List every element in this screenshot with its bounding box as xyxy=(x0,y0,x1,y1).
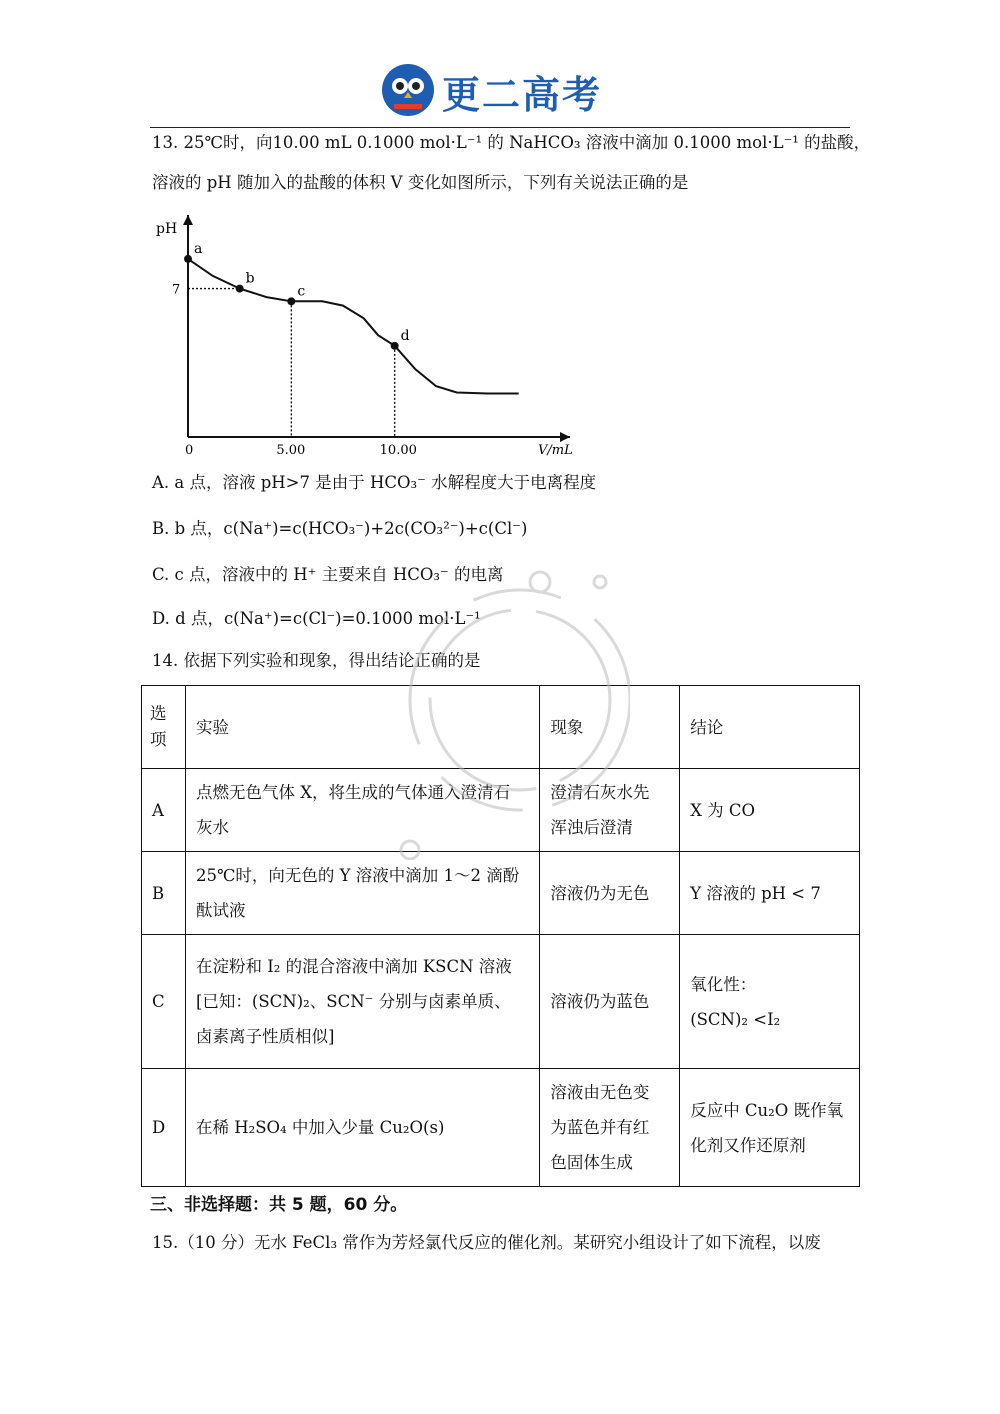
row-experiment xyxy=(185,852,539,935)
row-experiment xyxy=(185,1069,539,1187)
x-axis-label: V/mL xyxy=(538,443,573,458)
con-line: Y 溶液的 pH < 7 xyxy=(690,883,821,903)
exp-line: 点燃无色气体 X，将生成的气体通入澄清石 xyxy=(195,783,510,802)
obs-line: 溶液由无色变 xyxy=(550,1083,650,1102)
exp-line: 灰水 xyxy=(195,818,229,837)
con-line: (SCN)₂ <I₂ xyxy=(690,1009,781,1029)
row-experiment xyxy=(185,769,539,852)
header-option-label: 选项 xyxy=(150,704,167,749)
point-label: c xyxy=(297,283,306,300)
data-point xyxy=(236,285,244,293)
q13-option-b: B. b 点，c(Na⁺)=c(HCO₃⁻)+2c(CO₃²⁻)+c(Cl⁻) xyxy=(152,519,528,538)
y-axis-arrow xyxy=(183,215,193,225)
ph-curve xyxy=(188,259,519,394)
q15-stem: 15.（10 分）无水 FeCl₃ 常作为芳烃氯代反应的催化剂。某研究小组设计了如下流程，以废 xyxy=(152,1233,821,1252)
obs-line: 溶液仍为蓝色 xyxy=(550,992,650,1011)
con-line: 化剂又作还原剂 xyxy=(690,1135,806,1155)
table-row xyxy=(142,769,860,852)
row-conclusion xyxy=(680,852,860,935)
row-observation xyxy=(540,935,680,1069)
q13-line1: 13. 25℃时，向10.00 mL 0.1000 mol·L⁻¹ 的 NaHCO₃ 溶液中滴加 0.1000 mol·L⁻¹ 的盐酸， xyxy=(152,133,871,152)
y-tick-label: 7 xyxy=(172,282,181,298)
x-tick-label: 0 xyxy=(185,443,194,458)
table-row xyxy=(142,852,860,935)
row-option: A xyxy=(142,769,186,852)
obs-line: 溶液仍为无色 xyxy=(550,883,650,903)
exp-line: 25℃时，向无色的 Y 溶液中滴加 1～2 滴酚 xyxy=(195,866,520,885)
data-point xyxy=(391,342,399,350)
row-option: C xyxy=(142,935,186,1069)
q13-option-c: C. c 点，溶液中的 H⁺ 主要来自 HCO₃⁻ 的电离 xyxy=(152,565,504,584)
row-experiment xyxy=(185,935,539,1069)
point-label: d xyxy=(400,327,410,344)
obs-line: 浑浊后澄清 xyxy=(550,818,633,837)
q13-option-a: A. a 点，溶液 pH>7 是由于 HCO₃⁻ 水解程度大于电离程度 xyxy=(152,473,597,492)
ph-titration-chart xyxy=(150,205,590,465)
exp-line: 酞试液 xyxy=(195,901,246,920)
exp-line: 在稀 H₂SO₄ 中加入少量 Cu₂O(s) xyxy=(195,1118,445,1137)
x-tick-label: 10.00 xyxy=(379,443,417,458)
brand-logo xyxy=(380,62,640,122)
x-tick-label: 5.00 xyxy=(276,443,306,458)
exp-line: 卤素离子性质相似] xyxy=(195,1027,335,1046)
section-heading: 三、非选择题：共 5 题，60 分。 xyxy=(150,1195,408,1215)
header-conclusion: 结论 xyxy=(680,686,860,769)
experiment-table xyxy=(141,685,860,1187)
exp-line: 在淀粉和 I₂ 的混合溶液中滴加 KSCN 溶液 xyxy=(195,957,512,976)
obs-line: 澄清石灰水先 xyxy=(550,783,650,802)
row-conclusion xyxy=(680,769,860,852)
data-point xyxy=(287,297,295,305)
point-label: a xyxy=(194,240,203,257)
con-line: 反应中 Cu₂O 既作氧 xyxy=(690,1100,844,1120)
row-observation xyxy=(540,1069,680,1187)
table-row xyxy=(142,935,860,1069)
data-point xyxy=(184,255,192,263)
header-divider xyxy=(150,127,850,128)
header-experiment: 实验 xyxy=(185,686,539,769)
row-observation xyxy=(540,769,680,852)
obs-line: 为蓝色并有红 xyxy=(550,1118,650,1137)
row-conclusion xyxy=(680,935,860,1069)
con-line: X 为 CO xyxy=(690,800,756,820)
x-axis-arrow xyxy=(560,432,570,442)
q13-line2: 溶液的 pH 随加入的盐酸的体积 V 变化如图所示，下列有关说法正确的是 xyxy=(152,173,689,192)
row-option: B xyxy=(142,852,186,935)
table-header-row xyxy=(142,686,860,769)
owl-logo-icon xyxy=(380,62,436,118)
q14-stem: 14. 依据下列实验和现象，得出结论正确的是 xyxy=(152,651,481,670)
table-row xyxy=(142,1069,860,1187)
row-option: D xyxy=(142,1069,186,1187)
q13-option-d: D. d 点，c(Na⁺)=c(Cl⁻)=0.1000 mol·L⁻¹ xyxy=(152,609,481,628)
exp-line: [已知：(SCN)₂、SCN⁻ 分别与卤素单质、 xyxy=(195,992,511,1011)
row-conclusion xyxy=(680,1069,860,1187)
con-line: 氧化性： xyxy=(690,974,757,994)
y-axis-label: pH xyxy=(156,221,178,237)
row-observation xyxy=(540,852,680,935)
header-observation: 现象 xyxy=(540,686,680,769)
point-label: b xyxy=(245,270,255,287)
obs-line: 色固体生成 xyxy=(550,1153,633,1172)
header-option xyxy=(142,686,186,769)
brand-name: 更二高考 xyxy=(442,73,603,117)
